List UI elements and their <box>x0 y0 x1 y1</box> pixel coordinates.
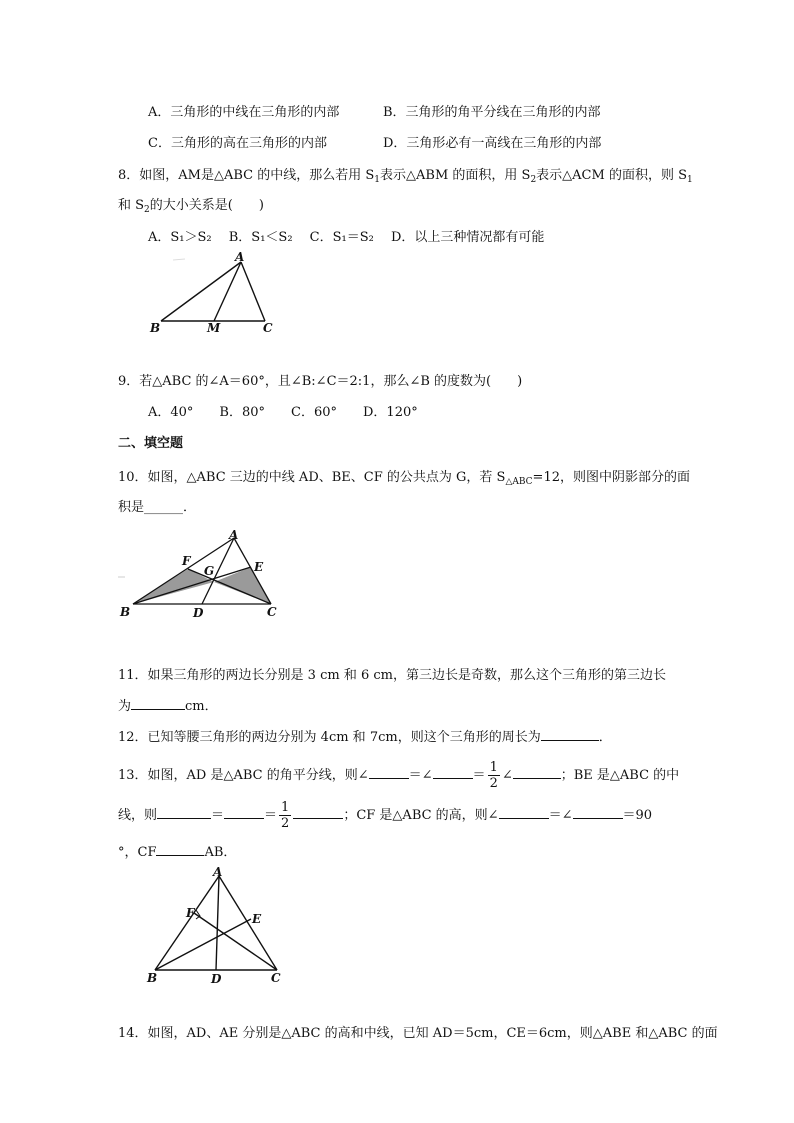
subscript: △ABC <box>505 477 533 487</box>
label-c: C <box>271 971 281 985</box>
q7-option-b: B．三角形的角平分线在三角形的内部 <box>383 105 601 120</box>
q10-stem-line1 <box>118 469 690 491</box>
label-c: C <box>263 321 273 335</box>
q8-text: 表示△ACM 的面积，则 S <box>536 168 687 183</box>
label-f: F <box>186 906 195 920</box>
label-d: D <box>211 972 222 986</box>
label-b: B <box>150 321 161 335</box>
q8-options: A．S₁＞S₂ B．S₁＜S₂ C．S₁＝S₂ D．以上三种情况都有可能 <box>148 230 545 245</box>
answer-blank[interactable] <box>433 766 473 779</box>
section-heading: 二、填空题 <box>118 436 184 451</box>
q11-stem-line2 <box>118 697 218 716</box>
label-g: G <box>204 564 215 578</box>
label-b: B <box>120 605 131 619</box>
q7-option-a: A．三角形的中线在三角形的内部 <box>148 105 340 120</box>
q8-text: 和 S <box>118 198 145 213</box>
label-e: E <box>254 560 264 574</box>
answer-blank[interactable] <box>513 766 561 779</box>
q8-stem-line1 <box>118 167 693 189</box>
q8-text: 的大小关系是( ) <box>149 198 264 213</box>
q13-text: AB． <box>204 845 237 860</box>
fraction-one-half <box>279 800 291 831</box>
fraction-numerator: 1 <box>281 800 290 815</box>
label-m: M <box>207 321 221 335</box>
q8-text: 表示△ABM 的面积，用 S <box>380 168 531 183</box>
label-a: A <box>213 866 223 879</box>
q12-stem <box>118 728 612 747</box>
fraction-denominator: 2 <box>281 816 290 831</box>
q7-option-d: D．三角形必有一高线在三角形的内部 <box>383 136 602 151</box>
q12-text: ． <box>598 730 612 745</box>
q13-text: ＝ <box>211 808 225 823</box>
q11-stem-line1: 11．如果三角形的两边长分别是 3 cm 和 6 cm，第三边长是奇数，那么这个三角形的第三边长 <box>118 668 666 683</box>
q13-text: ＝ <box>472 768 486 783</box>
answer-blank[interactable] <box>157 806 211 819</box>
q8-stem-line2 <box>118 197 264 219</box>
fraction-one-half <box>488 760 500 791</box>
label-d: D <box>193 606 204 620</box>
answer-blank[interactable] <box>293 806 343 819</box>
label-a: A <box>235 250 245 264</box>
q13-stem-line2 <box>118 800 652 831</box>
q11-text: cm． <box>185 699 218 714</box>
q13-text: ；CF 是△ABC 的高，则∠ <box>343 808 499 823</box>
q10-text: =12，则图中阴影部分的面 <box>532 470 690 485</box>
q14-stem: 14．如图，AD、AE 分别是△ABC 的高和中线，已知 AD＝5cm，CE＝6cm，则△ABE 和△ABC 的面 <box>118 1026 718 1041</box>
label-a: A <box>229 528 239 542</box>
q13-stem-line3 <box>118 843 236 862</box>
label-f: F <box>182 554 191 568</box>
subscript: 1 <box>687 175 693 185</box>
q7-option-c: C．三角形的高在三角形的内部 <box>148 136 327 151</box>
fraction-denominator: 2 <box>489 776 498 791</box>
q8-text: 8．如图，AM是△ABC 的中线，那么若用 S <box>118 168 375 183</box>
q13-text: ；BE 是△ABC 的中 <box>560 768 680 783</box>
label-e: E <box>252 912 262 926</box>
q9-options: A．40° B．80° C．60° D．120° <box>148 405 418 420</box>
q10-stem-line2: 积是______． <box>118 500 197 515</box>
answer-blank[interactable] <box>156 843 204 856</box>
fraction-numerator: 1 <box>489 760 498 775</box>
answer-blank[interactable] <box>499 806 549 819</box>
q9-stem: 9．若△ABC 的∠A＝60°，且∠B:∠C＝2:1，那么∠B 的度数为( ) <box>118 374 523 389</box>
q13-text: ∠ <box>501 768 513 783</box>
q13-triangle-figure <box>145 866 290 988</box>
q13-text: 线，则 <box>118 808 158 823</box>
q12-text: 12．已知等腰三角形的两边分别为 4cm 和 7cm，则这个三角形的周长为 <box>118 730 541 745</box>
subscript: 2 <box>144 205 150 215</box>
q13-text: ＝∠ <box>408 768 433 783</box>
q13-text: °，CF <box>118 845 157 860</box>
answer-blank[interactable] <box>131 697 185 710</box>
answer-blank[interactable] <box>369 766 409 779</box>
q11-text: 为 <box>118 699 132 714</box>
q13-text: ＝90 <box>622 808 653 823</box>
q13-stem-line1 <box>118 760 679 791</box>
label-c: C <box>267 605 277 619</box>
q10-triangle-figure <box>115 525 290 625</box>
label-b: B <box>147 971 158 985</box>
q10-text: 10．如图，△ABC 三边的中线 AD、BE、CF 的公共点为 G，若 S <box>118 470 506 485</box>
q13-text: ＝∠ <box>548 808 573 823</box>
q13-text: 13．如图，AD 是△ABC 的角平分线，则∠ <box>118 768 369 783</box>
subscript: 1 <box>374 175 381 185</box>
subscript: 2 <box>530 175 537 185</box>
q8-triangle-figure <box>145 248 285 338</box>
answer-blank[interactable] <box>224 806 264 819</box>
answer-blank[interactable] <box>573 806 623 819</box>
answer-blank[interactable] <box>541 728 599 741</box>
q13-text: ＝ <box>264 808 278 823</box>
